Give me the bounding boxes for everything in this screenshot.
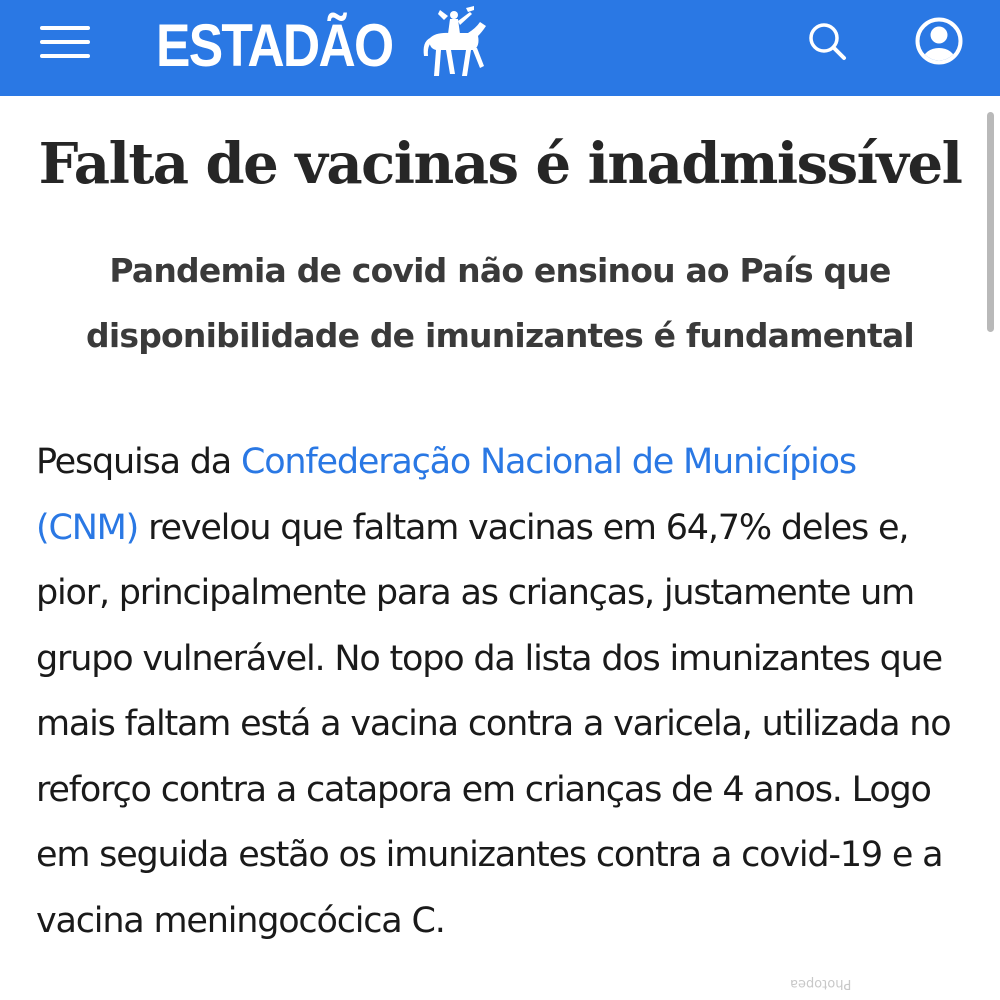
cnm-link[interactable]: Confederação Nacional de Municípios (CNM): [36, 442, 856, 548]
search-icon[interactable]: [806, 20, 850, 64]
paragraph-body: revelou que faltam vacinas em 64,7% deles e, pior, principalmente para as crianças, justamente um grupo vulnerável. No topo da lista dos imunizantes que mais faltam está a vacina contra a varicela, utilizada no reforço contra a catapora em crianças de 4 anos. Logo em seguida estão os imunizantes contra a covid-19 e a vacina meningocócica C.: [36, 507, 951, 941]
logo-wordmark: ESTADÃO: [156, 12, 393, 79]
article-paragraph: [36, 430, 966, 954]
subtitle-line-2: disponibilidade de imunizantes é fundamental: [86, 316, 914, 355]
article-title: Falta de vacinas é inadmissível: [38, 131, 962, 197]
hamburger-menu-icon[interactable]: [40, 24, 90, 60]
photopea-watermark: Photopea: [790, 976, 852, 991]
subtitle-line-1: Pandemia de covid não ensinou ao País que: [109, 251, 891, 290]
horseman-logo-icon: [416, 6, 490, 80]
estadao-logo[interactable]: [156, 6, 431, 86]
user-account-icon[interactable]: [914, 16, 964, 66]
top-navigation-bar: [0, 0, 1000, 96]
paragraph-lead: Pesquisa da: [36, 442, 241, 482]
article-subtitle: [80, 238, 920, 368]
